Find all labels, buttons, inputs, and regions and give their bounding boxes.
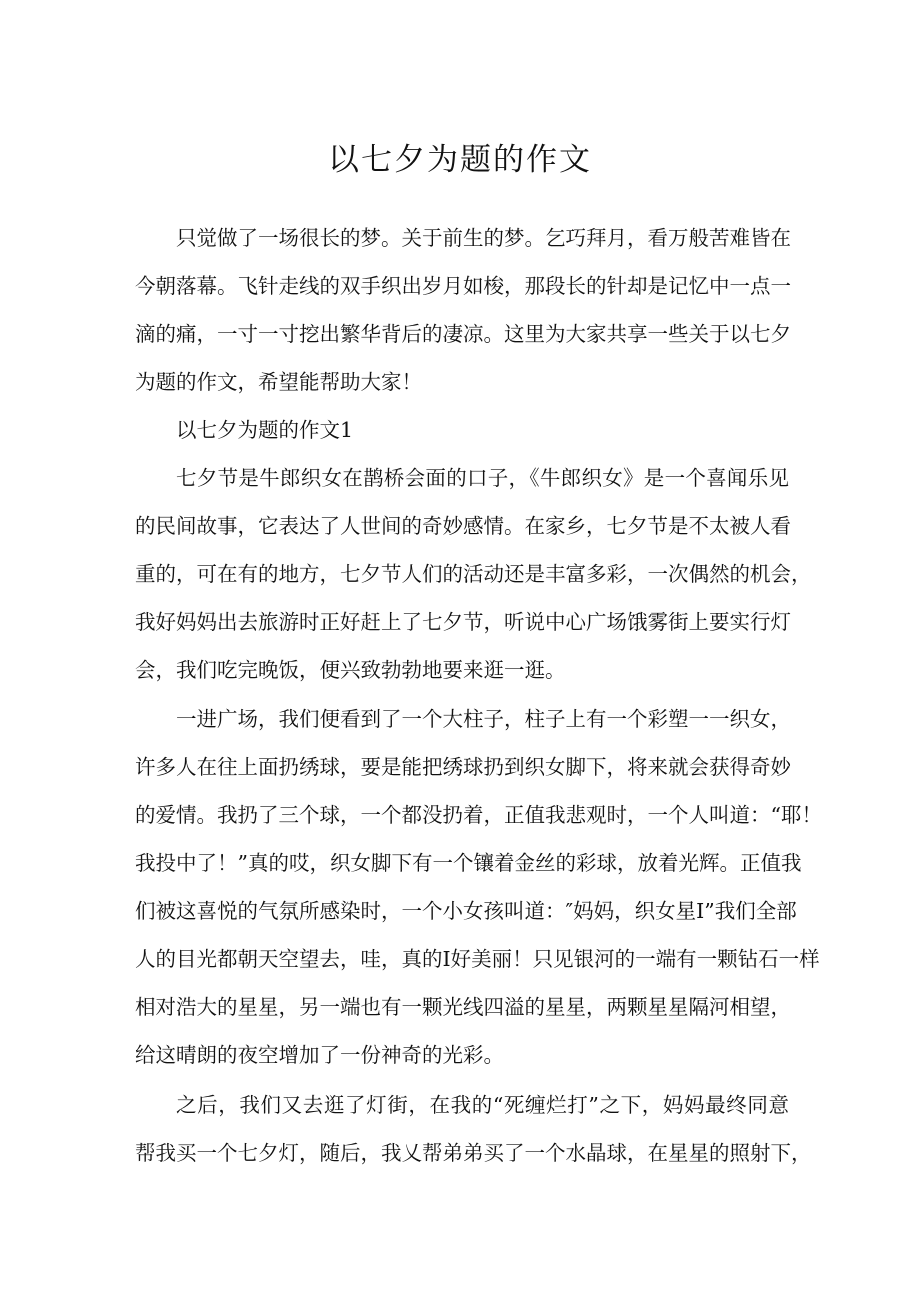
text-line: 一进广场，我们便看到了一个大柱子，柱子上有一个彩塑一一织女，: [176, 707, 791, 731]
text-line: 滴的痛，一寸一寸挖出繁华背后的凄凉。这里为大家共享一些关于以七夕: [135, 322, 791, 346]
text-line: 只觉做了一场很长的梦。关于前生的梦。乞巧拜月，看万般苦难皆在: [176, 226, 791, 250]
text-line: 的爱情。我扔了三个球，一个都没扔着，正值我悲观时，一个人叫道：“耶！: [135, 803, 822, 827]
text-line: 我好妈妈出去旅游时正好赶上了七夕节，听说中心广场饿雾街上要实行灯: [135, 610, 791, 634]
text-line: 重的，可在有的地方，七夕节人们的活动还是丰富多彩，一次偶然的机会，: [135, 562, 812, 586]
text-line: 帮我买一个七夕灯，随后，我乂帮弟弟买了一个水晶球，在星星的照射下，: [135, 1141, 812, 1165]
text-line: 许多人在往上面扔绣球，要是能把绣球扔到织女脚下，将来就会获得奇妙: [135, 755, 791, 779]
text-line: 相对浩大的星星，另一端也有一颗光线四溢的星星，两颗星星隔河相望，: [135, 995, 791, 1019]
page-title: 以七夕为题的作文: [328, 142, 592, 178]
body-paragraph-3: [135, 1081, 812, 1177]
text-line: 人的目光都朝天空望去，哇，真的I好美丽！只见银河的一端有一颗钻石一样: [135, 947, 820, 971]
text-line: 之后，我们又去逛了灯街，在我的“死缠烂打”之下，妈妈最终同意: [176, 1093, 789, 1117]
text-line: 的民间故事，它表达了人世间的奇妙感情。在家乡，七夕节是不太被人看: [135, 514, 791, 538]
body-paragraph-2: [135, 695, 822, 1079]
text-line: 给这晴朗的夜空增加了一份神奇的光彩。: [135, 1043, 504, 1067]
body-paragraph-1: [135, 454, 812, 694]
text-line: 们被这喜悦的气氛所感染时，一个小女孩叫道：″妈妈，织女星I”我们全部: [135, 899, 797, 923]
text-line: 七夕节是牛郎织女在鹊桥会面的口子，《牛郎织女》是一个喜闻乐见: [176, 466, 789, 490]
text-line: 今朝落幕。飞针走线的双手织出岁月如梭，那段长的针却是记忆中一点一: [135, 274, 791, 298]
text-line: 为题的作文，希望能帮助大家！: [135, 370, 422, 394]
text-line: 我投中了！”真的哎，织女脚下有一个镶着金丝的彩球，放着光辉。正值我: [135, 851, 802, 875]
intro-paragraph: [135, 214, 789, 406]
text-line: 会，我们吃完晚饭，便兴致勃勃地要来逛一逛。: [135, 658, 566, 682]
section-heading-block: [135, 406, 789, 454]
section-heading: 以七夕为题的作文1: [176, 418, 354, 442]
